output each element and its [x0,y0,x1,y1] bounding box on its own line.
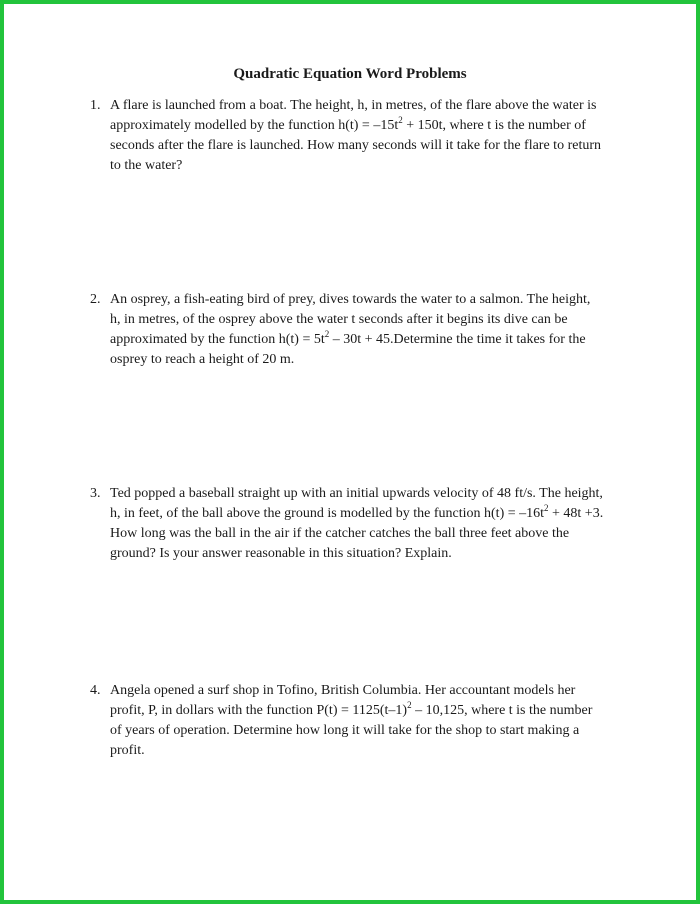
problem-line [110,116,632,136]
exponent: 2 [398,115,403,125]
problem-line [110,156,632,176]
text-run: ground? Is your answer reasonable in this situation? Explain. [110,546,452,561]
text-run: – 10,125, where t is the number [411,703,593,718]
text-run: h, in metres, of the osprey above the water t seconds after it begins its dive can be [110,312,568,327]
text-run: Ted popped a baseball straight up with an initial upwards velocity of 48 ft/s. The height, [110,486,603,501]
problem-line [110,721,632,741]
problem-text [110,681,632,761]
text-run: How long was the ball in the air if the catcher catches the ball three feet above the [110,526,570,541]
problem-text [110,96,632,176]
problem-text [110,484,632,564]
problem-line [110,544,632,564]
text-run: of years of operation. Determine how long it will take for the shop to start making a [110,723,580,738]
text-run: – 30t + 45.Determine the time it takes for the [329,332,586,347]
worksheet-title: Quadratic Equation Word Problems [233,66,467,82]
problem-line [110,330,632,350]
text-run: to the water? [110,158,183,173]
problem-line [110,524,632,544]
text-run: An osprey, a fish-eating bird of prey, dives towards the water to a salmon. The height, [110,292,591,307]
problem-number: 2. [90,292,101,307]
text-run: + 150t, where t is the number of [402,118,586,133]
problem-number: 4. [90,683,101,698]
text-run: osprey to reach a height of 20 m. [110,352,295,367]
text-run: profit. [110,743,145,758]
problem-line [110,504,632,524]
text-run: + 48t +3. [548,506,604,521]
problem-line [110,741,632,761]
problem-line [110,701,632,721]
problem-text [110,290,632,370]
problem-line [110,290,632,310]
problem-line [110,310,632,330]
exponent: 2 [407,700,412,710]
text-run: Angela opened a surf shop in Tofino, British Columbia. Her accountant models her [110,683,576,698]
text-run: h, in feet, of the ball above the ground is modelled by the function h(t) = –16t [110,506,545,521]
problem-line [110,136,632,156]
problem-line [110,484,632,504]
text-run: approximately modelled by the function h(t) = –15t [110,118,399,133]
problem-line [110,350,632,370]
text-run: approximated by the function h(t) = 5t [110,332,325,347]
exponent: 2 [544,503,549,513]
problem-number: 1. [90,98,101,113]
problem-line [110,681,632,701]
exponent: 2 [324,329,330,339]
problem-number: 3. [90,486,101,501]
text-run: A flare is launched from a boat. The height, h, in metres, of the flare above the water is [110,98,597,113]
problem-line [110,96,632,116]
text-run: profit, P, in dollars with the function P(t) = 1125(t–1) [110,703,408,718]
text-run: seconds after the flare is launched. How many seconds will it take for the flare to return [110,138,601,153]
